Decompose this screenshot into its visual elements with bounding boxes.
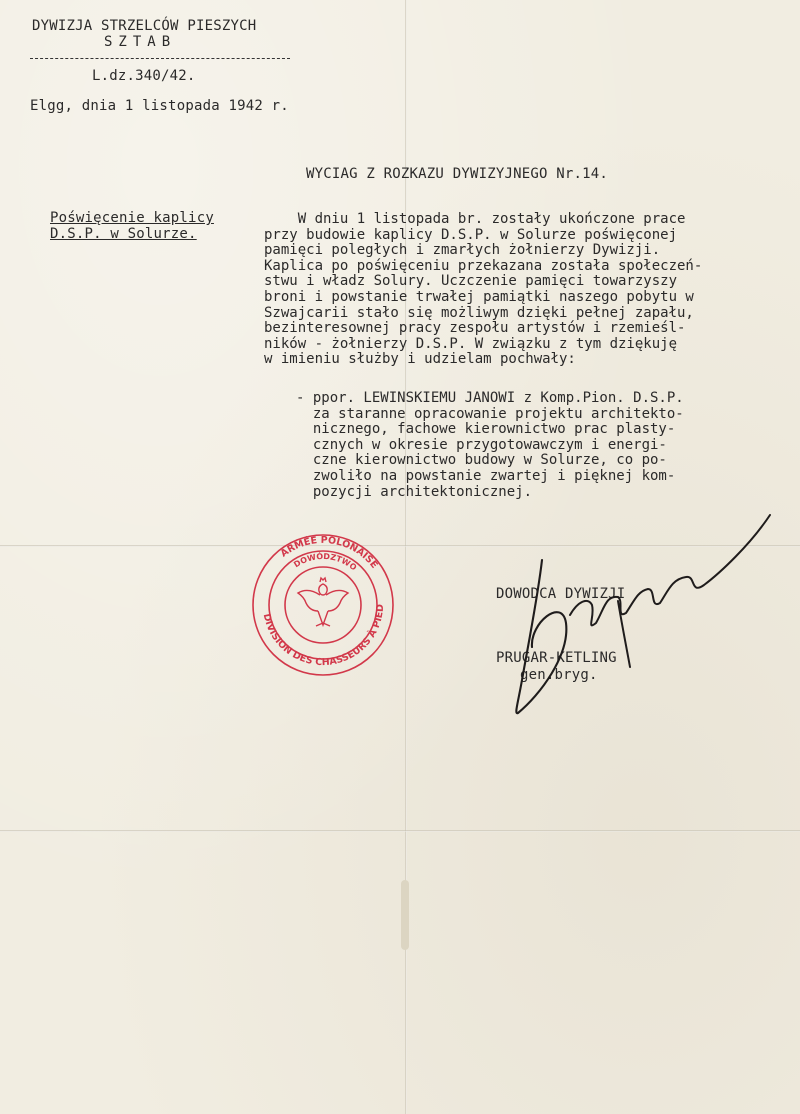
stamp-outer-text: ARMÉE POLONAISE [278, 534, 380, 571]
place-date: Elgg, dnia 1 listopada 1942 r. [30, 98, 289, 114]
document-title: WYCIAG Z ROZKAZU DYWIZYJNEGO Nr.14. [306, 166, 609, 182]
subject-line-2: D.S.P. w Solurze. [50, 226, 197, 242]
header-divider [30, 58, 290, 59]
order-body-text: W dniu 1 listopada br. zostały ukończone prace przy budowie kaplicy D.S.P. w Solurze poświęconej pamięci poległych i zmarłych żołnierzy Dywizji. Kaplica po poświęceniu przekazana została społeczeń- stwu i władz Solury. Uczczenie pamięci towarzyszy broni i powstanie trwałej pamiątki naszego pobytu w Szwajcarii stało się możliwym dzięki pełnej zapału, bezinteresownej pracy zespołu artystów i rzemieśl- ników - żołnierzy D.S.P. W związku z tym dziękuję w imieniu służby i udzielam pochwały: [264, 211, 703, 368]
handwritten-signature [500, 505, 780, 725]
signatory-rank: gen.bryg. [520, 667, 598, 683]
subject-line-1: Poświęcenie kaplicy [50, 210, 214, 226]
commendation-text: - ppor. LEWINSKIEMU JANOWI z Komp.Pion. D.S.P. za staranne opracowanie projektu architekto- nicznego, fachowe kierownictwo prac plasty- cznych w okresie przygotowawczym i energi- czne kierownictwo budowy w Solurze, co po- zwoliło na powstanie zwartej i pięknej kom- pozycji architektonicznej. [296, 390, 684, 500]
paper-tear [401, 880, 409, 950]
stamp-bottom-text: DIVISION DES CHASSEURS À PIED [260, 603, 387, 669]
reference-number: L.dz.340/42. [92, 68, 196, 84]
eagle-icon [298, 578, 348, 626]
signatory-role: DOWODCA DYWIZJI [496, 586, 626, 602]
stamp-inner-text: DOWÓDZTWO [292, 551, 359, 573]
signatory-name: PRUGAR-KETLING [496, 650, 617, 666]
fold-line-horizontal [0, 830, 800, 832]
division-heading: DYWIZJA STRZELCÓW PIESZYCH [32, 18, 257, 34]
staff-heading: SZTAB [104, 34, 177, 50]
official-stamp [250, 532, 396, 678]
